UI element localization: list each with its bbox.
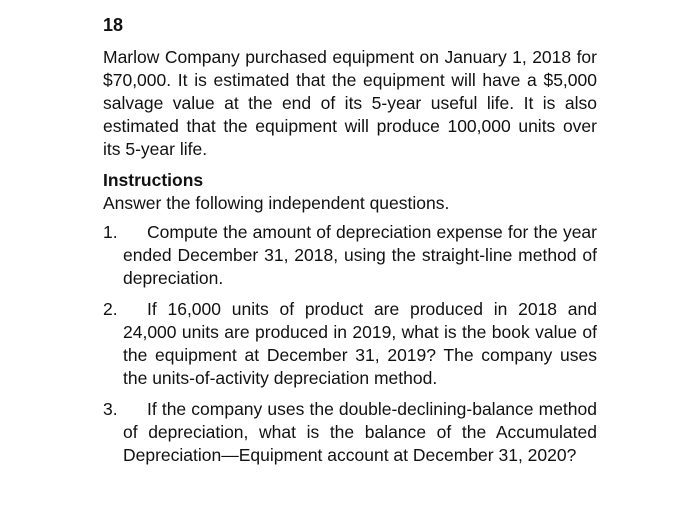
question-item — [103, 398, 597, 467]
problem-body: Marlow Company purchased equipment on January 1, 2018 for $70,000. It is estimated that the equipment will have a $5,000 salvage value at the end of its 5-year useful life. It is also estimated that the equipment will produce 100,000 units over its 5-year life. — [103, 47, 597, 159]
question-text: If the company uses the double-declining-balance method of depreciation, what is the balance of the Accumulated Depreciation—Equipment account at December 31, 2020? — [123, 399, 597, 465]
question-item — [103, 221, 597, 290]
problem-page — [103, 14, 597, 475]
instructions-heading: Instructions — [103, 170, 204, 190]
instructions-intro: Answer the following independent questions. — [103, 193, 450, 213]
question-text: If 16,000 units of product are produced in 2018 and 24,000 units are produced in 2019, what is the book value of the equipment at December 31, 2019? The company uses the units-of-activity depreciation method. — [123, 299, 597, 388]
question-number: 3. — [103, 399, 118, 419]
question-number: 1. — [103, 222, 118, 242]
problem-number: 18 — [103, 15, 124, 35]
question-item — [103, 298, 597, 390]
question-text: Compute the amount of depreciation expense for the year ended December 31, 2018, using the straight-line method of depreciation. — [123, 222, 597, 288]
question-number: 2. — [103, 299, 118, 319]
